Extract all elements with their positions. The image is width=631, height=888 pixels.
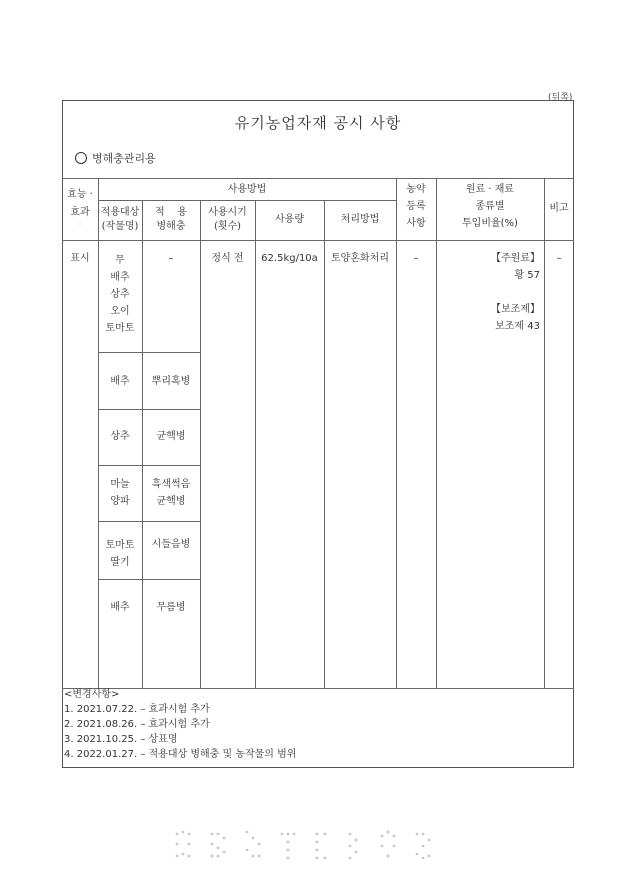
header-target-line2: (작물명) (101, 221, 139, 232)
change-item: 2. 2021.08.26. – 효과시험 추가 (64, 719, 210, 730)
header-effect (62, 188, 98, 230)
header-material (436, 183, 544, 231)
effect-value: 표시 (70, 253, 90, 264)
header-target-line1: 적용대상 (100, 207, 140, 218)
header-pesticide-line2: 등록 (406, 201, 426, 212)
header-effect-line3: · (78, 220, 82, 229)
header-pesticide-line1: 농약 (406, 184, 426, 195)
col-line-5 (324, 200, 325, 688)
row-line-5 (98, 579, 200, 580)
row-line-2 (98, 409, 200, 410)
row-line-4 (98, 521, 200, 522)
header-bottom-line (62, 240, 574, 241)
header-usage: 사용방법 (227, 184, 267, 195)
crop-cell: 배추 (110, 602, 130, 613)
pest-cell: 균핵병 (156, 431, 186, 442)
header-pesticide-line3: 사항 (406, 218, 426, 229)
pest-cell: 무름병 (156, 602, 186, 613)
pest-cell (142, 476, 200, 510)
header-effect-line1: 효능 · (67, 189, 93, 200)
pest-cell: 시들음병 (151, 539, 191, 550)
header-material-line2: 종류별 (475, 201, 505, 212)
header-pesticide (396, 183, 436, 231)
aux-material-value: 보조제 43 (495, 321, 540, 332)
crop-cell (98, 537, 142, 571)
first-row-crops (98, 252, 142, 337)
usage-amount: 62.5kg/10a (261, 253, 318, 264)
change-item: 1. 2021.07.22. – 효과시험 추가 (64, 704, 210, 715)
header-pest-line1: 적 용 (154, 207, 188, 218)
page-side-label: (뒤쪽) (548, 93, 573, 103)
change-item: 3. 2021.10.25. – 상표명 (64, 734, 178, 745)
page-title: 유기농업자재 공시 사항 (234, 114, 402, 132)
header-timing-line1: 사용시기 (208, 207, 247, 218)
header-amount: 사용량 (275, 214, 304, 225)
row-line-3 (98, 465, 200, 466)
pest-line: 균핵병 (156, 496, 186, 507)
header-timing (200, 206, 255, 234)
crop-cell: 배추 (110, 376, 130, 387)
crop-line: 마늘 (110, 479, 130, 490)
usage-timing: 정식 전 (211, 253, 244, 264)
pest-line: 흑색썩음 (151, 479, 191, 490)
crop-name: 상추 (110, 289, 130, 300)
pest-cell: 뿌리혹병 (151, 376, 191, 387)
crop-line: 딸기 (110, 557, 130, 568)
header-material-line3: 투입비율(%) (462, 218, 518, 229)
main-material-label: 【주원료】 (491, 253, 540, 264)
first-row-pest: – (168, 253, 174, 264)
section-text: 병해충관리용 (92, 152, 156, 165)
crop-name: 토마토 (105, 323, 135, 334)
header-pest-line2: 병해충 (156, 221, 186, 232)
change-history-heading: <변경사항> (64, 689, 120, 700)
section-label (75, 150, 156, 166)
crop-cell (98, 476, 142, 510)
dotted-watermark (172, 828, 442, 862)
col-line-3 (200, 200, 201, 688)
header-method: 처리방법 (340, 214, 380, 225)
remark-value: – (556, 253, 562, 264)
main-material-value: 황 57 (514, 270, 540, 281)
header-effect-line2: 효과 (70, 207, 90, 218)
col-line-4 (255, 200, 256, 688)
crop-name: 무 (115, 255, 125, 266)
crop-line: 양파 (110, 496, 130, 507)
material-ratio (436, 252, 540, 334)
header-pest (142, 206, 200, 234)
circle-icon (75, 152, 87, 164)
crop-name: 오이 (110, 306, 130, 317)
header-timing-line2: (횟수) (213, 221, 242, 232)
crop-cell: 상추 (110, 431, 130, 442)
header-remark: 비고 (549, 203, 569, 214)
treatment-method: 토양혼화처리 (331, 253, 389, 264)
header-target (98, 206, 142, 234)
change-history (64, 687, 296, 762)
row-line-1 (98, 352, 200, 353)
header-material-line1: 원료 · 재료 (465, 184, 515, 195)
pesticide-registration: – (413, 253, 419, 264)
crop-name: 배추 (110, 272, 130, 283)
aux-material-label: 【보조제】 (491, 304, 540, 315)
crop-line: 토마토 (105, 540, 135, 551)
table-top-line (62, 178, 574, 179)
change-item: 4. 2022.01.27. – 적용대상 병해충 및 농작물의 범위 (64, 749, 297, 760)
